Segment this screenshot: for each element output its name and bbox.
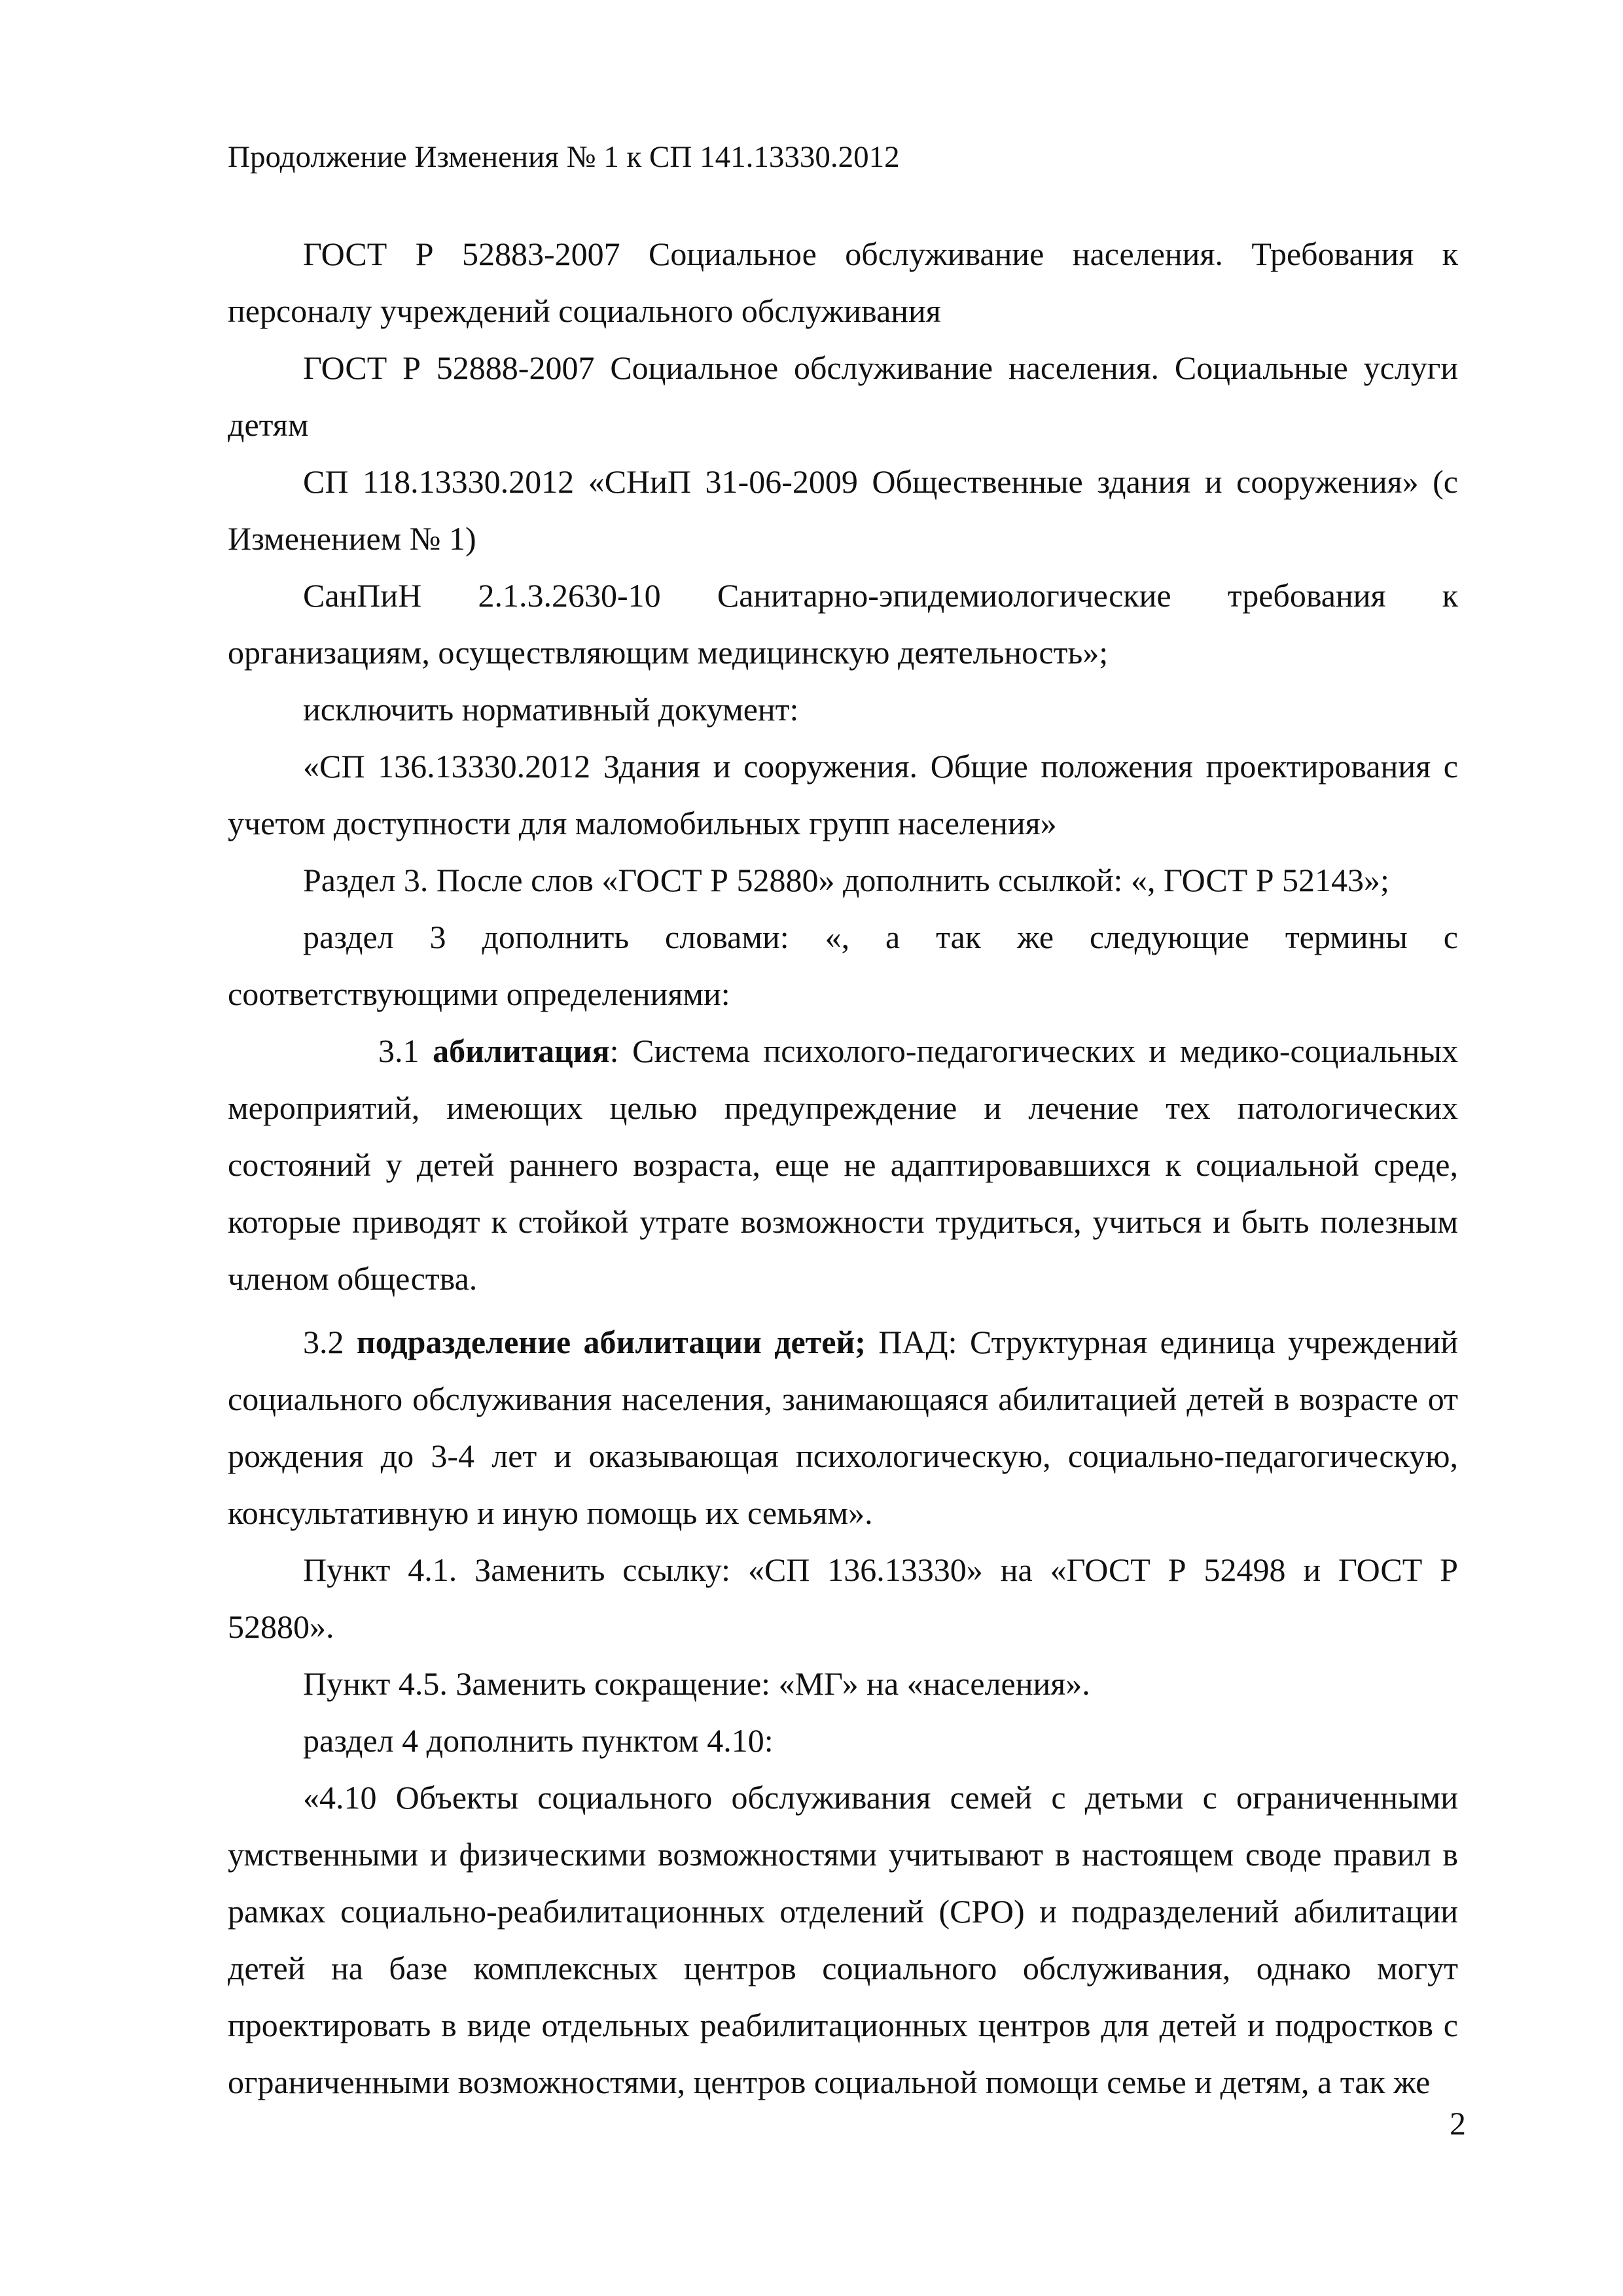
term-3-1-term: абилитация xyxy=(433,1033,610,1069)
term-3-1 xyxy=(228,1023,1458,1307)
term-3-2-definition: ПАД: Структурная единица учреждений социального обслуживания населения, занимающаяся абилитацией детей в возрасте от рождения до 3-4 лет и оказывающая психологическую, социально-педагогическую, консультативную и иную помощь их семьям». xyxy=(228,1324,1459,1531)
item-4-10: «4.10 Объекты социального обслуживания семей с детьми с ограниченными умственными и физическими возможностями учитывают в настоящем своде правил в рамках социально-реабилитационных отделений (СРО) и подразделений абилитации детей на базе комплексных центров социального обслуживания, однако могут проектировать в виде отдельных реабилитационных центров для детей и подростков с ограниченными возможностями, центров социальной помощи семье и детям, а так же xyxy=(228,1779,1458,2100)
term-3-1-definition: : Система психолого-педагогических и медико-социальных мероприятий, имеющих целью предупреждение и лечение тех патологических состояний у детей раннего возраста, еще не адаптировавшихся к социальной среде, которые приводят к стойкой утрате возможности трудиться, учиться и быть полезным членом общества. xyxy=(228,1033,1459,1297)
term-3-2-number: 3.2 xyxy=(303,1324,344,1360)
exclude-document: «СП 136.13330.2012 Здания и сооружения. Общие положения проектирования с учетом доступности для маломобильных групп населения» xyxy=(228,748,1458,841)
exclude-intro: исключить нормативный документ: xyxy=(303,691,799,728)
page-number: 2 xyxy=(1450,2105,1466,2142)
item-4-1: Пункт 4.1. Заменить ссылку: «СП 136.13330» на «ГОСТ Р 52498 и ГОСТ Р 52880». xyxy=(228,1551,1458,1645)
reference-sanpin: СанПиН 2.1.3.2630-10 Санитарно-эпидемиологические требования к организациям, осуществляющим медицинскую деятельность»; xyxy=(228,577,1458,671)
item-4-5: Пункт 4.5. Заменить сокращение: «МГ» на «населения». xyxy=(303,1665,1090,1702)
reference-sp-118: СП 118.13330.2012 «СНиП 31-06-2009 Общественные здания и сооружения» (с Изменением № 1) xyxy=(228,463,1458,557)
term-3-2 xyxy=(228,1314,1458,1542)
term-3-1-number: 3.1 xyxy=(378,1033,419,1069)
page-header: Продолжение Изменения № 1 к СП 141.13330.2012 xyxy=(228,140,900,174)
reference-gost-52883: ГОСТ Р 52883-2007 Социальное обслуживание населения. Требования к персоналу учреждений социального обслуживания xyxy=(228,236,1458,329)
term-3-2-term: подразделение абилитации детей; xyxy=(356,1324,866,1360)
section4-add: раздел 4 дополнить пунктом 4.10: xyxy=(303,1722,774,1759)
document-body xyxy=(228,226,1458,2111)
section3-add-terms: раздел 3 дополнить словами: «, а так же следующие термины с соответствующими определениями: xyxy=(228,919,1458,1012)
section3-add-reference: Раздел 3. После слов «ГОСТ Р 52880» дополнить ссылкой: «, ГОСТ Р 52143»; xyxy=(303,862,1389,898)
reference-gost-52888: ГОСТ Р 52888-2007 Социальное обслуживание населения. Социальные услуги детям xyxy=(228,349,1458,443)
